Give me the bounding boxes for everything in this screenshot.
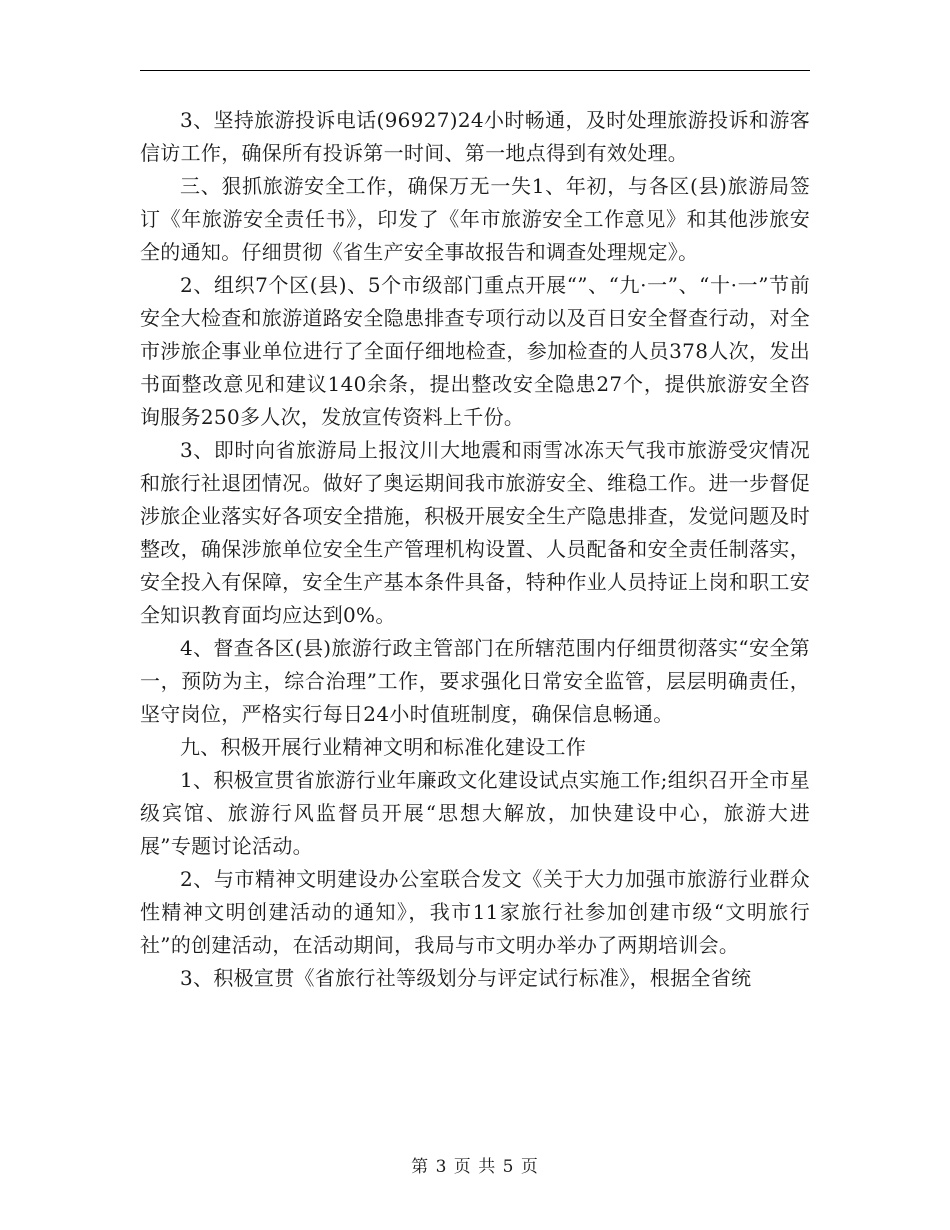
paragraph-rating-standard: 3、积极宣贯《省旅行社等级划分与评定试行标准》，根据全省统 bbox=[180, 966, 752, 990]
paragraph-complaint-hotline: 3、坚持旅游投诉电话(96927)24小时畅通，及时处理旅游投诉和游客信访工作，确保所有投诉第一时间、第一地点得到有效处理。 bbox=[140, 108, 810, 165]
paragraph-integrity-culture: 1、积极宣贯省旅游行业年廉政文化建设试点实施工作;组织召开全市星级宾馆、旅游行风监督员开展“思想大解放，加快建设中心，旅游大进展”专题讨论活动。 bbox=[140, 768, 810, 858]
header-rule bbox=[140, 70, 810, 71]
paragraph-supervision: 4、督查各区(县)旅游行政主管部门在所辖范围内仔细贯彻落实“安全第一，预防为主，综合治理”工作，要求强化日常安全监管，层层明确责任，坚守岗位，严格实行每日24小时值班制度，确保信息畅通。 bbox=[140, 636, 810, 726]
paragraph-safety-inspection: 2、组织7个区(县)、5个市级部门重点开展“”、“九·一”、“十·一”节前安全大检查和旅游道路安全隐患排查专项行动以及百日安全督查行动，对全市涉旅企事业单位进行了全面仔细地检查，参加检查的人员378人次，发出书面整改意见和建议140余条，提出整改安全隐患27个，提供旅游安全咨询服务250多人次，发放宣传资料上千份。 bbox=[140, 273, 810, 429]
paragraph-safety-work: 三、狠抓旅游安全工作，确保万无一失1、年初，与各区(县)旅游局签订《年旅游安全责任书》，印发了《年市旅游安全工作意见》和其他涉旅安全的通知。仔细贯彻《省生产安全事故报告和调查处理规定》。 bbox=[140, 174, 810, 264]
document-body bbox=[140, 104, 810, 995]
paragraph-civilized-agency: 2、与市精神文明建设办公室联合发文《关于大力加强市旅游行业群众性精神文明创建活动的通知》，我市11家旅行社参加创建市级“文明旅行社”的创建活动，在活动期间，我局与市文明办举办了两期培训会。 bbox=[140, 867, 810, 957]
section-heading-civilization: 九、积极开展行业精神文明和标准化建设工作 bbox=[180, 735, 586, 759]
page-number: 第 3 页 共 5 页 bbox=[411, 1157, 539, 1177]
paragraph-disaster-report: 3、即时向省旅游局上报汶川大地震和雨雪冰冻天气我市旅游受灾情况和旅行社退团情况。做好了奥运期间我市旅游安全、维稳工作。进一步督促涉旅企业落实好各项安全措施，积极开展安全生产隐患排查，发觉问题及时整改，确保涉旅单位安全生产管理机构设置、人员配备和安全责任制落实，安全投入有保障，安全生产基本条件具备，特种作业人员持证上岗和职工安全知识教育面均应达到0%。 bbox=[140, 438, 810, 627]
